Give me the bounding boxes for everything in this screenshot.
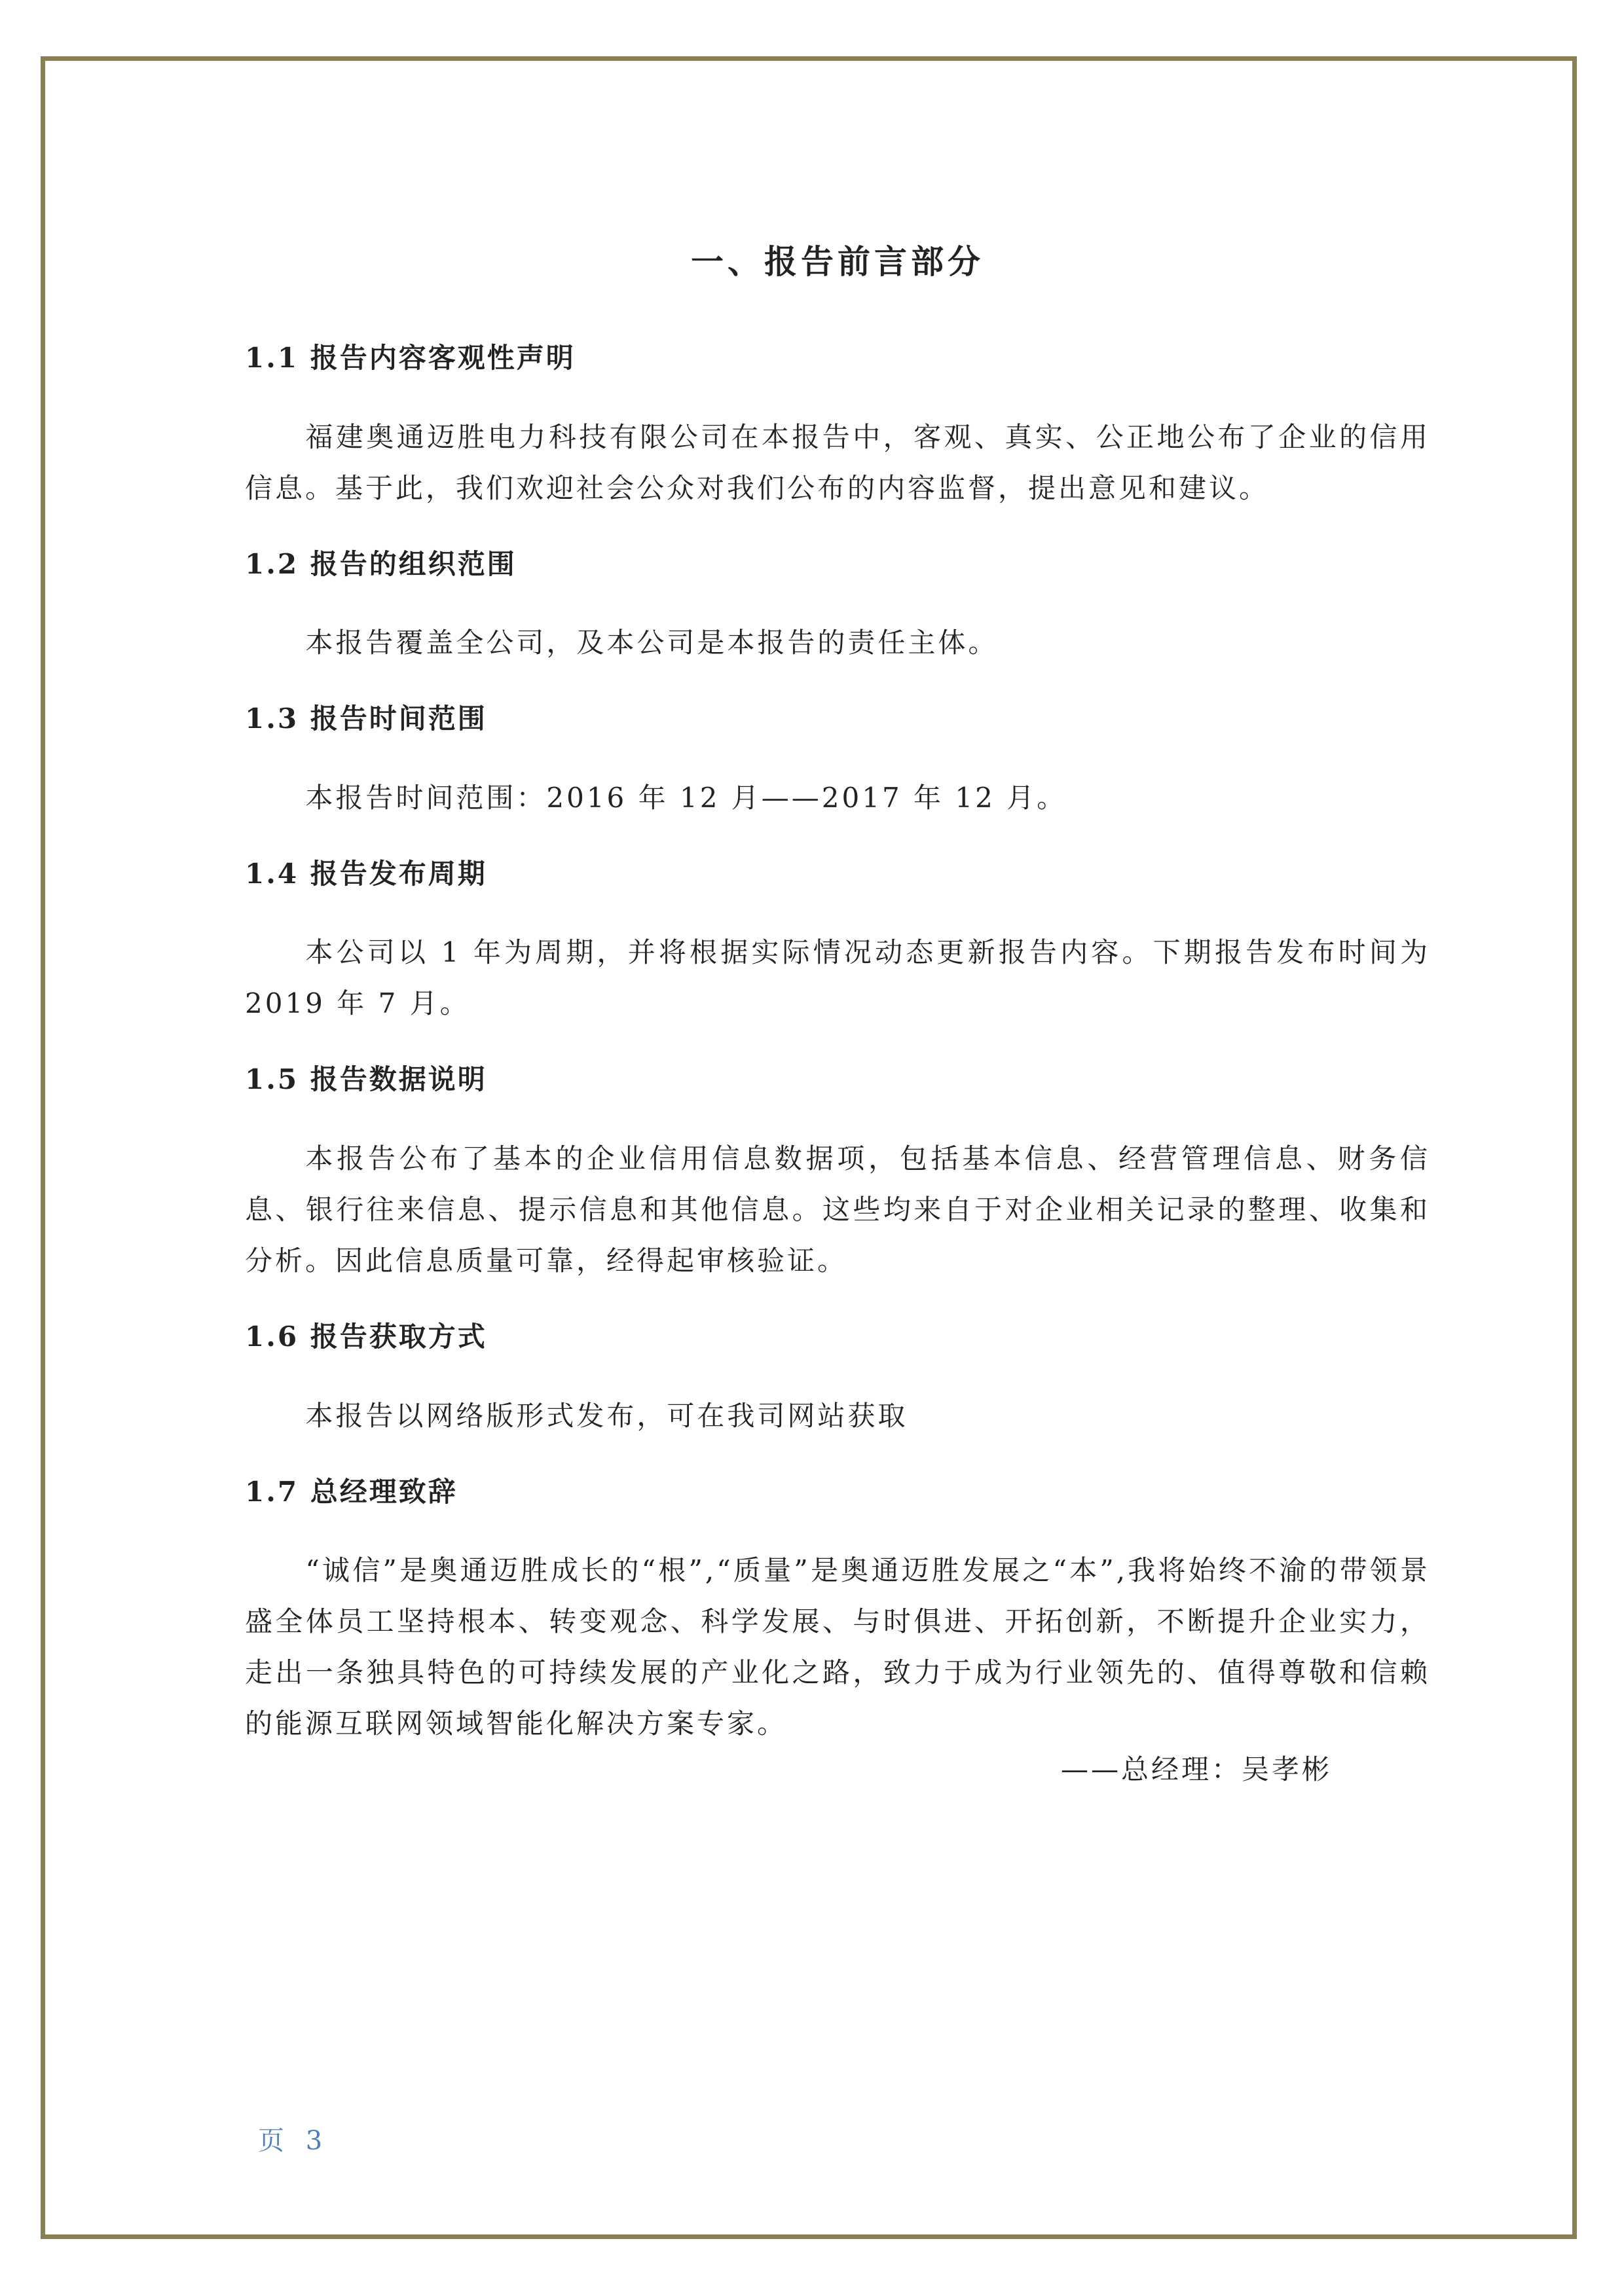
signature: ——总经理：吴孝彬 bbox=[1060, 1753, 1332, 1786]
section-paragraph: 本公司以 1 年为周期，并将根据实际情况动态更新报告内容。下期报告发布时间为 2019 年 7 月。 bbox=[245, 936, 1430, 1020]
section-paragraph: 本报告覆盖全公司，及本公司是本报告的责任主体。 bbox=[305, 627, 999, 659]
section-heading: 1.6 报告获取方式 bbox=[245, 1320, 487, 1353]
section-heading: 1.1 报告内容客观性声明 bbox=[245, 342, 576, 374]
section-paragraph: 本报告公布了基本的企业信用信息数据项，包括基本信息、经营管理信息、财务信息、银行往来信息、提示信息和其他信息。这些均来自于对企业相关记录的整理、收集和分析。因此信息质量可靠，经得起审核验证。 bbox=[245, 1142, 1430, 1277]
section-objectivity-statement bbox=[245, 340, 1430, 514]
section-data-description bbox=[245, 1062, 1430, 1286]
page-number: 页 3 bbox=[258, 2126, 329, 2156]
section-paragraph: 福建奥通迈胜电力科技有限公司在本报告中，客观、真实、公正地公布了企业的信用信息。基于此，我们欢迎社会公众对我们公布的内容监督，提出意见和建议。 bbox=[245, 420, 1430, 504]
section-time-scope bbox=[245, 701, 1430, 824]
section-heading: 1.7 总经理致辞 bbox=[245, 1475, 458, 1508]
section-organization-scope bbox=[245, 547, 1430, 669]
section-heading: 1.3 报告时间范围 bbox=[245, 702, 487, 735]
section-heading: 1.5 报告数据说明 bbox=[245, 1063, 487, 1096]
document-content bbox=[245, 242, 1430, 1795]
section-access-method bbox=[245, 1319, 1430, 1442]
section-heading: 1.2 报告的组织范围 bbox=[245, 547, 517, 580]
section-paragraph: “诚信”是奥通迈胜成长的“根”,“质量”是奥通迈胜发展之“本”,我将始终不渝的带领景盛全体员工坚持根本、转变观念、科学发展、与时俱进、开拓创新，不断提升企业实力，走出一条独具特色的可持续发展的产业化之路，致力于成为行业领先的、值得尊敬和信赖的能源互联网领域智能化解决方案专家。 bbox=[245, 1554, 1430, 1740]
section-gm-message bbox=[245, 1474, 1430, 1796]
page-title: 一、报告前言部分 bbox=[691, 242, 984, 281]
section-heading: 1.4 报告发布周期 bbox=[245, 857, 487, 890]
section-publish-cycle bbox=[245, 856, 1430, 1030]
section-paragraph: 本报告以网络版形式发布，可在我司网站获取 bbox=[305, 1399, 908, 1432]
section-paragraph: 本报告时间范围：2016 年 12 月——2017 年 12 月。 bbox=[305, 781, 1067, 814]
